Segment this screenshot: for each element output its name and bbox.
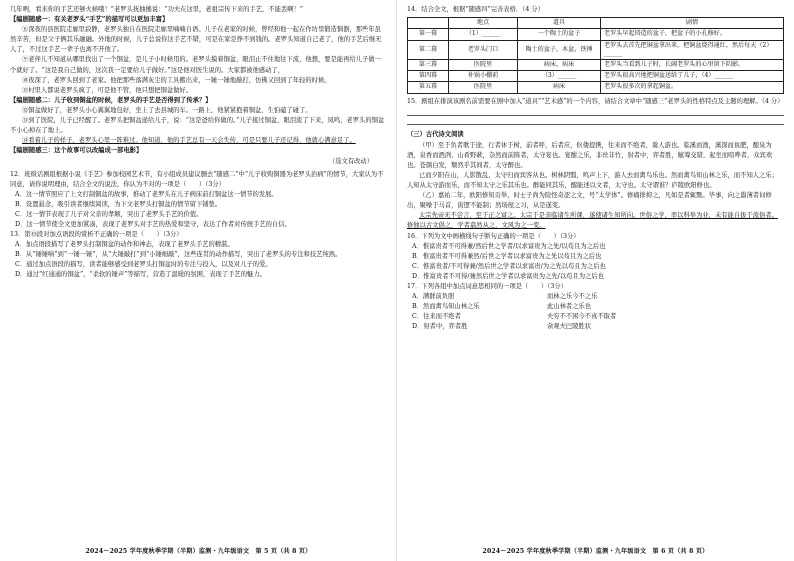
- table-row: [408, 59, 784, 70]
- table-cell: 老罗头很高兴地把铜盆送给了儿子，（4）______: [601, 71, 784, 82]
- right-column: [407, 5, 784, 332]
- q14-table: [407, 17, 784, 93]
- scene-label: 第三幕: [408, 59, 449, 70]
- table-cell: 老罗头很多次的拿起铜盆。: [601, 82, 784, 93]
- q17-right: 余观夫巴陵胜状: [547, 323, 592, 331]
- page-footer-left: 2024～2025 学年度秋季学期（半期）监测・九年级语文 第 5 页（共 8 页）: [85, 548, 312, 555]
- story-paragraph-underlined: ⑭看着儿子的样子，老罗头心里一阵难过。他知道，他的手艺总有一天会失传，可是只要儿子还记得，他就心满意足了。: [22, 137, 356, 145]
- table-header: 道具: [518, 18, 601, 29]
- story-paragraph: ⑬到了医院，儿子已经醒了。老罗头把铜盆递给儿子，说：“这是爸给你做的。”儿子接过铜盆，眼泪流了下来，凤鸣，老罗头的铜盆不小心掉在了地上。: [10, 117, 385, 135]
- table-cell: 病床: [518, 82, 601, 93]
- q17-option-c: [407, 312, 784, 322]
- q16-option-d: D．惟富贵者不可得/兼然后世之学者以求富贵为之先/以苟且为之后也: [412, 272, 604, 280]
- q17-right: 夫穷不不困今不真不取者: [547, 313, 617, 321]
- section-title: （三）古代诗文阅读: [407, 130, 464, 138]
- table-row: [408, 29, 784, 40]
- q12-option-a: A．这一情节照应了上文打制铜盆的故事，推动了老罗头在儿子病床前打铜盆这一情节的发展。: [15, 190, 278, 198]
- q13-option-c: C．通过加点语段的描写，读者能够感受到老罗头打铜盆时的专注与投入，以及对儿子的爱。: [15, 261, 272, 269]
- answer-line[interactable]: [407, 123, 784, 125]
- q13-option-d: D．通过“红通通的铜盆”，“柔软的锤声”等描写，营造了温暖的氛围，表现了手艺的魅力。: [15, 271, 266, 279]
- scene-label: 第一幕: [408, 29, 449, 40]
- q12-option-d: D．这一情节使全文更加紧凑，表现了老罗头对手艺的热爱和坚守，表达了作者对传统手艺的自信。: [15, 220, 291, 228]
- q17-left: C．往来而不绝者: [412, 313, 461, 321]
- q17-left: D．射者中，弈者胜: [412, 323, 468, 331]
- q17-option-d: [407, 322, 784, 332]
- scene-label: 第五幕: [408, 82, 449, 93]
- passage-a-para: 已而夕阳在山，人影散乱，太守归而宾客从也。树林阴翳，鸣声上下，游人去而禽鸟乐也。然而禽鸟知山林之乐，而不知人之乐；人知从太守游而乐，而不知太守之乐其乐也。醉能同其乐，醒能述以文者，太守也。太守谓谁？庐陵欧阳修也。: [407, 171, 778, 190]
- q17-right: 此山林者之乐也: [547, 303, 592, 311]
- scene-label: 第四幕: [408, 71, 449, 82]
- table-header: 地点: [449, 18, 518, 29]
- q13-stem: 13．第⑩段对加点语段的赏析不正确的一项是（ ）（3分）: [10, 231, 183, 239]
- source-note: （选文有改动）: [328, 158, 373, 166]
- table-row: [408, 40, 784, 59]
- passage-a-para: （甲）至于负者歌于途，行者休于树，前者呼，后者应，伛偻提携，往来而不绝者，滁人游也。临溪而渔，溪深而鱼肥，酿泉为酒，泉香而酒洌，山肴野蔌，杂然而前陈者，太守宴也。宴酣之乐，非丝非竹，射者中，弈者胜，觥筹交错，起坐而喧哗者，众宾欢也。苍颜白发，颓然乎其间者，太守醉也。: [407, 141, 773, 169]
- table-cell: 陶土的盆子，木盆，铁锤: [518, 40, 601, 59]
- editor-note-2: 【编剧随感二：儿子收到铜盆的时候，老罗头的手艺是否得到了传承？】: [10, 96, 212, 104]
- story-paragraph: ⑧深夜的县医院走廊里寂静，老罗头独自在医院走廊里喃喃自语。儿子在老家的时候，曾经和他一起在作坊里锻造铜器，那些年虽然辛苦，但是父子俩其乐融融。外地的时候，儿子总说你这手艺不错，可是在家是挣不到钱的。老罗头知道自己老了，他的手艺后继无人了，不过这手艺一辈子也离不开他了。: [10, 26, 382, 54]
- table-cell: 老罗头早起铸造的盆子，把盆子的小孔修好。: [601, 29, 784, 40]
- table-cell: （1）______: [449, 29, 518, 40]
- q16-option-b: B．惟富贵者不可得兼然/后世之学者以求富贵为之先以苟且为之后也: [412, 252, 602, 260]
- table-cell: （3）______: [518, 71, 601, 82]
- q16-stem: 16．下列为文中画横线句子断句正确的一项是（ ）（3分）: [407, 232, 580, 240]
- story-paragraph: ⑫铜盆做好了，老罗头小心翼翼地包好，坐上了去县城的车。一路上，他紧紧抱着铜盆，生怕磕了碰了。: [22, 106, 312, 114]
- table-cell: 医院里: [449, 59, 518, 70]
- table-cell: 老罗头去首先把铜盆拿出来，把铜盆烧得通红，然后每天（2）______: [601, 40, 784, 59]
- story-paragraph: ⑨老伴儿不知道从哪里找出了一个铜盆，是儿子小时候用的。老罗头摸着铜盆，眼泪止不住地往下流，他想，要是能再给儿子做一个就好了。“这是我自己做的，这次我一定要给儿子做好。”这是他对医生说的。大家都被他感动了，: [10, 56, 381, 74]
- q13-option-b: B．从“锤锤响”到“一锤一锤”，从“大锤敲打”到“小锤细敲”，这些连贯的动作描写，突出了老罗头的专注和技艺纯熟。: [15, 251, 342, 259]
- q16-option-c: C．惟富贵者/不可得兼/然后世之学者以求富贵/为之先以苟且为之后也: [412, 262, 606, 270]
- page-6: [397, 0, 794, 561]
- q13-option-a: A．加点语段描写了老罗头打制铜盆的动作和神态，表现了老罗头手艺的精湛。: [15, 241, 234, 249]
- table-cell: 老罗头门口: [449, 40, 518, 59]
- q17-left: B．然而禽鸟知山林之乐: [412, 303, 480, 311]
- table-cell: 病床，病床: [518, 59, 601, 70]
- story-paragraph: ⑩夜深了，老罗头回到了老家。他把那些落满灰尘的工具搬出来，一锤一锤地敲打，仿佛又回到了年轻的时候。: [22, 76, 331, 84]
- table-header: 剧情: [601, 18, 784, 29]
- table-cell: 补锅小棚前: [449, 71, 518, 82]
- scene-label: 第二幕: [408, 40, 449, 59]
- editor-note-1: 【编剧随感一：有关老罗头“手艺”的描写可以更加丰富】: [10, 16, 169, 24]
- editor-note-3: 【编剧随感三：这个故事可以改编成一部电影】: [10, 147, 143, 155]
- table-row: [408, 71, 784, 82]
- q14-stem: 14．结合全文，根据“随感四”完善表格．（4 分）: [407, 6, 544, 13]
- q12-stem: 12．班级话剧组根据小说《手艺》参加校园艺术节，有小组成员建议删去“随感二”中“儿子收购铜器为老罗头治病”的情节，大家认为不同意，请你说明理由，结合全文的说法，你认为不对的一项是（ ）（3分）: [10, 170, 384, 188]
- q17-option-a: [407, 292, 784, 302]
- story-paragraph: ⑪村里人都说老罗头疯了，可是他不管，他只想把铜盆做好。: [22, 86, 193, 94]
- q16-option-a: A．惟富贵者不可得兼/然后世之学者/以求富贵为之先/以苟且为之后也: [412, 242, 606, 250]
- passage-b-para: （乙）嘉祐二年，欧阳修知贡举，时士子尚为险怪奇涩之文，号“太学体”。修痛排抑之，凡如是者辄黜。毕事，向之嚣薄者伺修出，聚噪于马首，街逻不能制；然场屋之习，从是遂变。: [407, 192, 772, 210]
- passage-b-para-underlined: 太宗先帝无不尝言，至于正之富之。太宗于是亲临诸生所课，遂使诸生知所向。世俗之学，率以科举为业，未有能自拔于流俗者。修独以古文倡之，学者翕然从之，文风为之一变。: [407, 212, 778, 230]
- q17-option-b: [407, 302, 784, 312]
- answer-line[interactable]: [407, 114, 784, 116]
- q17-stem: 17．下列各组中加点词意思相同的一项是（ ）（3分）: [407, 283, 567, 291]
- table-cell: 一个陶土的盆子: [518, 29, 601, 40]
- left-column: [10, 5, 387, 281]
- table-header-row: [408, 18, 784, 29]
- table-cell: 老罗头当看到儿子时，长阔老罗头的心里留下阴影。: [601, 59, 784, 70]
- q17-right: 而林之乐今不之乐: [547, 293, 598, 301]
- table-header: [408, 18, 449, 29]
- q17-left: A．满群前负胆: [412, 293, 455, 301]
- q12-option-c: C．这一情节表现了儿子对父亲的孝顺，突出了老罗头手艺的价值。: [15, 210, 203, 218]
- q12-option-b: B．设置悬念，吸引读者继续阅读，为下文老罗头打铜盆的情节留下铺垫。: [15, 200, 222, 208]
- page-footer-right: 2024～2025 学年度秋季学期（半期）监测・九年级语文 第 6 页（共 8 页）: [482, 548, 709, 555]
- q15-stem: 15．剧组在排演该剧名前需要在剧中加入“道具”“艺术感”的一个内容，请结合文章中“随感三”老罗头的性格特点及主题的理解。（4 分）: [407, 97, 784, 105]
- story-paragraph: 几年咧，看来你的手艺还够火候哦！”老罗头抚抽搐说：“功夫在这里，老祖宗传下来的手艺，不能丢啊！”: [10, 6, 304, 13]
- table-cell: 医院里: [449, 82, 518, 93]
- table-row: [408, 82, 784, 93]
